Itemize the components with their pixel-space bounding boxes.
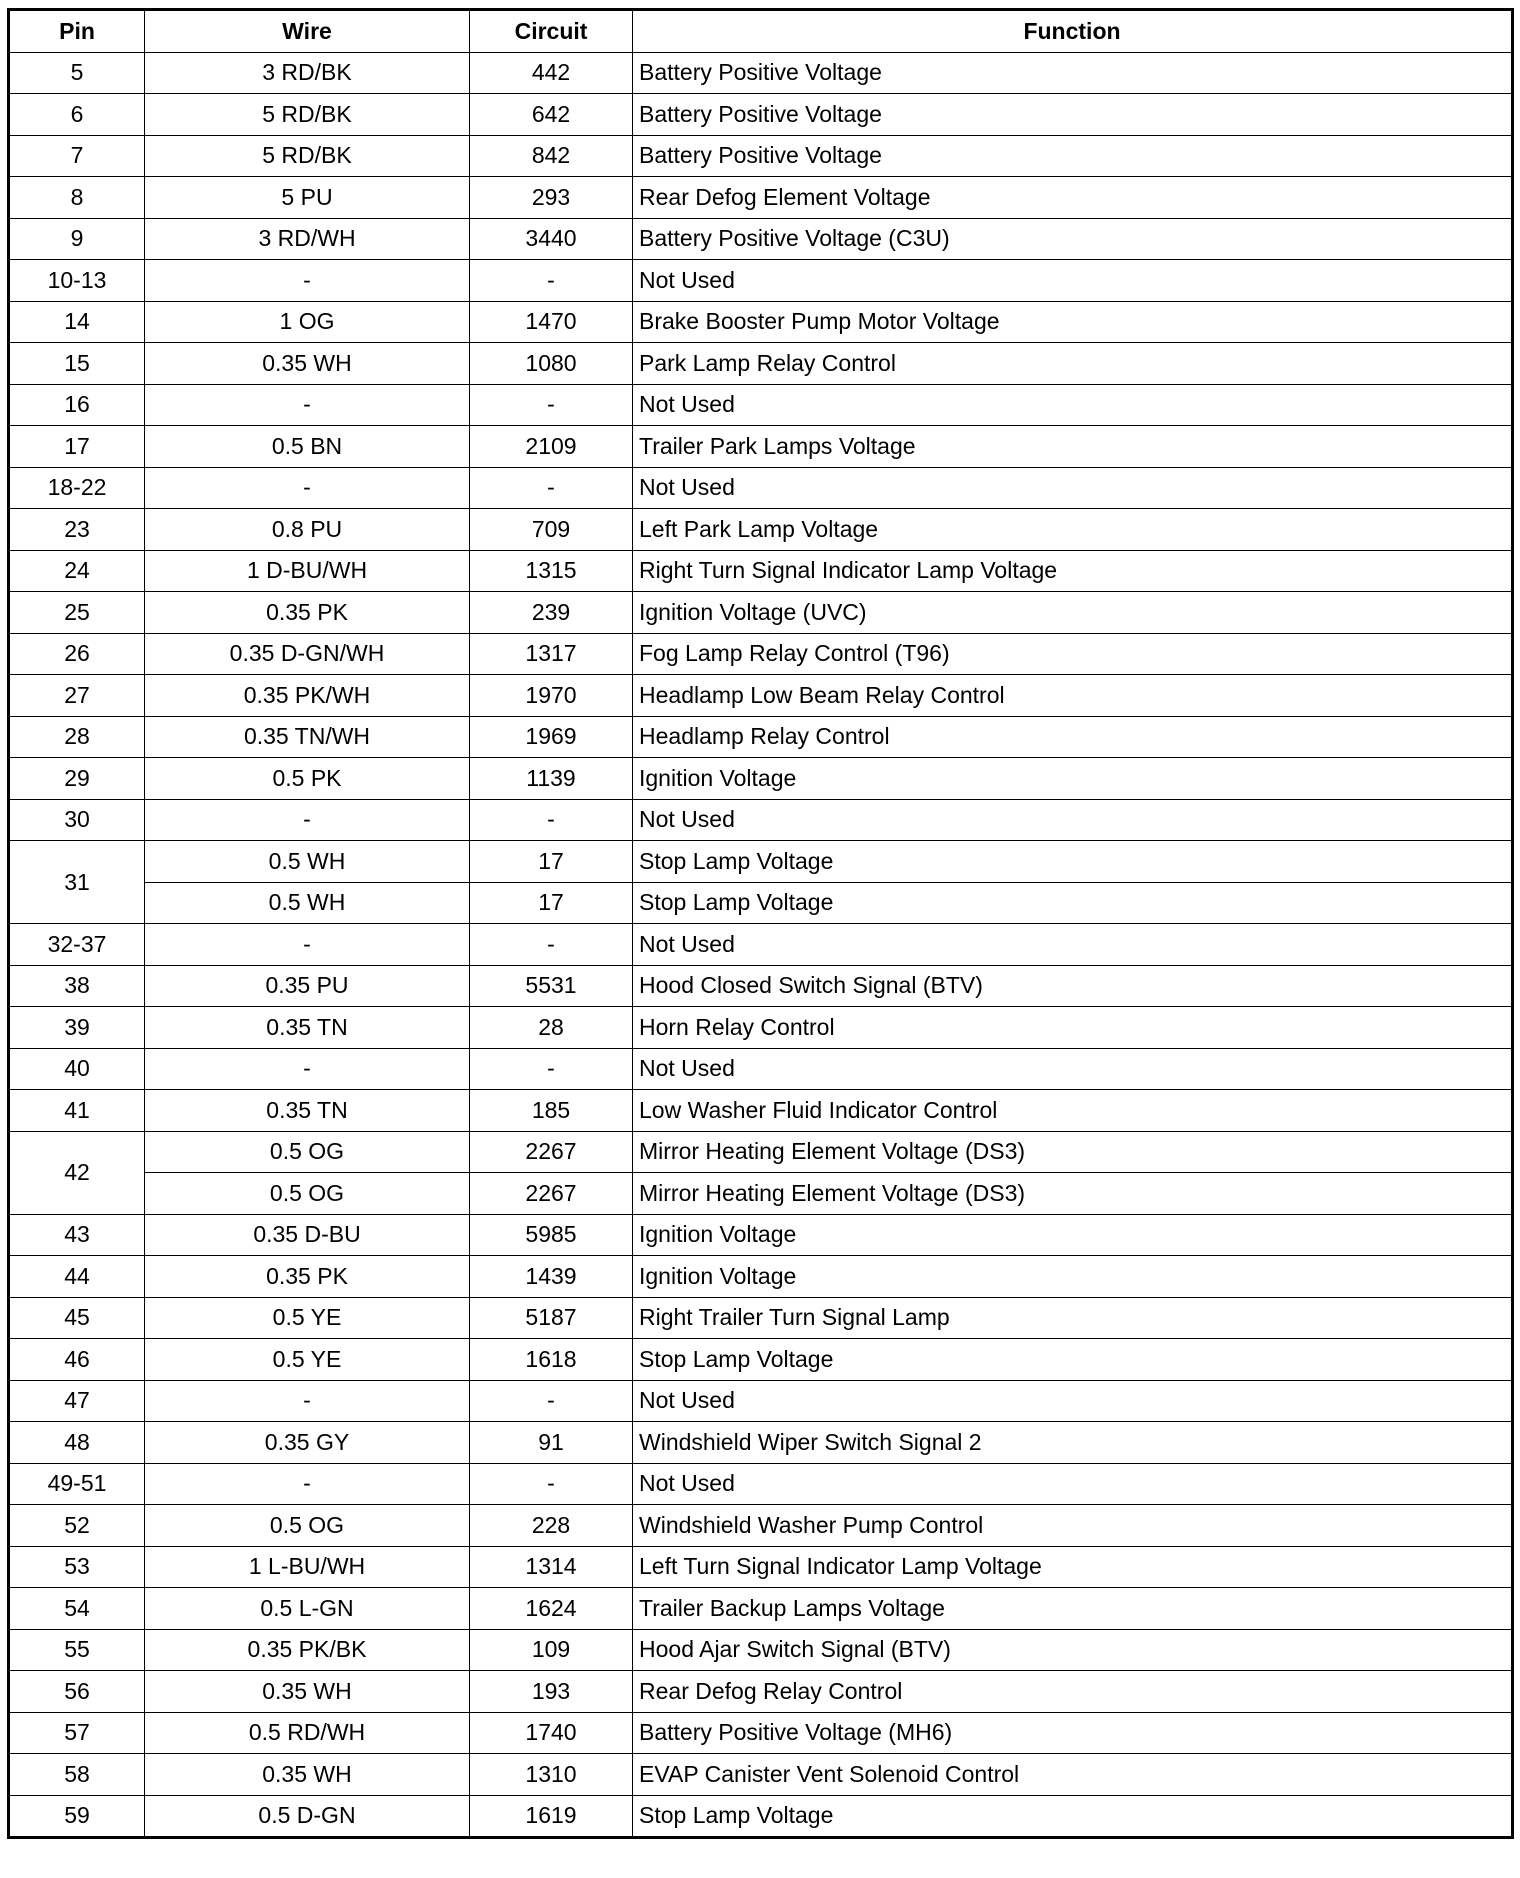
function-cell: Mirror Heating Element Voltage (DS3) [633, 1173, 1513, 1215]
table-row [9, 592, 1513, 634]
circuit-cell: - [470, 1463, 633, 1505]
wire-cell: 1 OG [145, 301, 470, 343]
table-row [9, 467, 1513, 509]
circuit-cell: 1439 [470, 1256, 633, 1298]
wire-cell: 0.35 PK/BK [145, 1629, 470, 1671]
wire-cell: 0.5 OG [145, 1505, 470, 1547]
wire-cell: - [145, 1048, 470, 1090]
function-cell: Left Turn Signal Indicator Lamp Voltage [633, 1546, 1513, 1588]
table-row [9, 799, 1513, 841]
function-cell: Not Used [633, 1380, 1513, 1422]
wire-cell: 5 PU [145, 177, 470, 219]
table-row [9, 1256, 1513, 1298]
pin-cell: 8 [9, 177, 145, 219]
pin-cell: 39 [9, 1007, 145, 1049]
circuit-cell: 91 [470, 1422, 633, 1464]
table-row [9, 94, 1513, 136]
circuit-cell: 842 [470, 135, 633, 177]
table-row [9, 965, 1513, 1007]
function-cell: Low Washer Fluid Indicator Control [633, 1090, 1513, 1132]
function-cell: Ignition Voltage [633, 1256, 1513, 1298]
table-row [9, 1380, 1513, 1422]
wire-cell: 5 RD/BK [145, 94, 470, 136]
circuit-cell: 2267 [470, 1131, 633, 1173]
wire-cell: 0.5 YE [145, 1339, 470, 1381]
function-cell: Trailer Park Lamps Voltage [633, 426, 1513, 468]
circuit-cell: 1315 [470, 550, 633, 592]
table-row [9, 301, 1513, 343]
table-row [9, 343, 1513, 385]
function-cell: Brake Booster Pump Motor Voltage [633, 301, 1513, 343]
function-cell: Hood Closed Switch Signal (BTV) [633, 965, 1513, 1007]
circuit-cell: - [470, 1380, 633, 1422]
circuit-cell: 3440 [470, 218, 633, 260]
table-row [9, 550, 1513, 592]
function-cell: Mirror Heating Element Voltage (DS3) [633, 1131, 1513, 1173]
wire-cell: 5 RD/BK [145, 135, 470, 177]
wire-cell: 1 D-BU/WH [145, 550, 470, 592]
pin-cell: 40 [9, 1048, 145, 1090]
pin-cell: 29 [9, 758, 145, 800]
table-row [9, 1339, 1513, 1381]
wire-cell: 0.8 PU [145, 509, 470, 551]
table-row [9, 1712, 1513, 1754]
wire-cell: 3 RD/WH [145, 218, 470, 260]
wire-cell: 0.35 TN [145, 1090, 470, 1132]
function-cell: Not Used [633, 467, 1513, 509]
circuit-cell: 1969 [470, 716, 633, 758]
table-row [9, 633, 1513, 675]
function-cell: Not Used [633, 384, 1513, 426]
function-cell: Right Turn Signal Indicator Lamp Voltage [633, 550, 1513, 592]
pin-cell: 41 [9, 1090, 145, 1132]
table-row [9, 1795, 1513, 1838]
table-row [9, 218, 1513, 260]
pin-cell: 47 [9, 1380, 145, 1422]
function-cell: Horn Relay Control [633, 1007, 1513, 1049]
pin-cell: 25 [9, 592, 145, 634]
circuit-cell: - [470, 384, 633, 426]
circuit-cell: 293 [470, 177, 633, 219]
wire-cell: 0.5 L-GN [145, 1588, 470, 1630]
function-cell: Not Used [633, 1048, 1513, 1090]
pin-cell: 42 [9, 1131, 145, 1214]
circuit-cell: - [470, 1048, 633, 1090]
pin-cell: 10-13 [9, 260, 145, 302]
function-cell: Battery Positive Voltage [633, 94, 1513, 136]
function-cell: Ignition Voltage [633, 758, 1513, 800]
function-cell: Not Used [633, 260, 1513, 302]
wire-cell: 0.35 WH [145, 1754, 470, 1796]
function-cell: Hood Ajar Switch Signal (BTV) [633, 1629, 1513, 1671]
function-cell: Stop Lamp Voltage [633, 1339, 1513, 1381]
pin-cell: 53 [9, 1546, 145, 1588]
header-wire: Wire [145, 10, 470, 53]
header-function: Function [633, 10, 1513, 53]
pin-cell: 6 [9, 94, 145, 136]
circuit-cell: - [470, 924, 633, 966]
circuit-cell: 5531 [470, 965, 633, 1007]
function-cell: Headlamp Relay Control [633, 716, 1513, 758]
table-row [9, 509, 1513, 551]
pin-cell: 9 [9, 218, 145, 260]
table-row [9, 260, 1513, 302]
table-row [9, 177, 1513, 219]
table-row [9, 716, 1513, 758]
circuit-cell: 709 [470, 509, 633, 551]
function-cell: Rear Defog Relay Control [633, 1671, 1513, 1713]
table-row [9, 1007, 1513, 1049]
circuit-cell: 1314 [470, 1546, 633, 1588]
pin-cell: 15 [9, 343, 145, 385]
pin-cell: 52 [9, 1505, 145, 1547]
function-cell: Battery Positive Voltage (MH6) [633, 1712, 1513, 1754]
function-cell: Battery Positive Voltage [633, 52, 1513, 94]
circuit-cell: 1970 [470, 675, 633, 717]
circuit-cell: - [470, 467, 633, 509]
wire-cell: 0.35 WH [145, 1671, 470, 1713]
wire-cell: - [145, 260, 470, 302]
function-cell: Not Used [633, 799, 1513, 841]
pin-cell: 45 [9, 1297, 145, 1339]
circuit-cell: - [470, 799, 633, 841]
wire-cell: - [145, 924, 470, 966]
header-circuit: Circuit [470, 10, 633, 53]
table-row [9, 1422, 1513, 1464]
circuit-cell: 442 [470, 52, 633, 94]
circuit-cell: 1618 [470, 1339, 633, 1381]
function-cell: Battery Positive Voltage (C3U) [633, 218, 1513, 260]
table-row [9, 52, 1513, 94]
pin-cell: 48 [9, 1422, 145, 1464]
pin-cell: 31 [9, 841, 145, 924]
circuit-cell: 28 [470, 1007, 633, 1049]
table-row [9, 1048, 1513, 1090]
pin-cell: 38 [9, 965, 145, 1007]
pin-cell: 54 [9, 1588, 145, 1630]
wire-cell: 0.5 RD/WH [145, 1712, 470, 1754]
function-cell: Rear Defog Element Voltage [633, 177, 1513, 219]
wire-cell: - [145, 467, 470, 509]
table-row [9, 758, 1513, 800]
circuit-cell: 1740 [470, 1712, 633, 1754]
wire-cell: 0.35 WH [145, 343, 470, 385]
pin-cell: 18-22 [9, 467, 145, 509]
wire-cell: 0.35 PU [145, 965, 470, 1007]
table-row [9, 1173, 1513, 1215]
circuit-cell: 17 [470, 882, 633, 924]
wire-cell: 0.5 WH [145, 841, 470, 883]
wire-cell: 0.5 D-GN [145, 1795, 470, 1838]
pin-cell: 23 [9, 509, 145, 551]
wire-cell: 0.35 D-GN/WH [145, 633, 470, 675]
function-cell: Stop Lamp Voltage [633, 841, 1513, 883]
table-row [9, 882, 1513, 924]
table-row [9, 1297, 1513, 1339]
circuit-cell: 17 [470, 841, 633, 883]
table-row [9, 924, 1513, 966]
function-cell: Ignition Voltage (UVC) [633, 592, 1513, 634]
pin-cell: 14 [9, 301, 145, 343]
function-cell: EVAP Canister Vent Solenoid Control [633, 1754, 1513, 1796]
wire-cell: - [145, 1380, 470, 1422]
circuit-cell: 5187 [470, 1297, 633, 1339]
wire-cell: - [145, 1463, 470, 1505]
wire-cell: 0.5 YE [145, 1297, 470, 1339]
circuit-cell: 239 [470, 592, 633, 634]
table-row [9, 1090, 1513, 1132]
pin-cell: 56 [9, 1671, 145, 1713]
circuit-cell: 185 [470, 1090, 633, 1132]
connector-pinout-table [7, 8, 1514, 1839]
pin-cell: 58 [9, 1754, 145, 1796]
circuit-cell: 1080 [470, 343, 633, 385]
table-row [9, 1546, 1513, 1588]
pin-cell: 7 [9, 135, 145, 177]
table-row [9, 675, 1513, 717]
circuit-cell: 2267 [470, 1173, 633, 1215]
function-cell: Ignition Voltage [633, 1214, 1513, 1256]
circuit-cell: 1619 [470, 1795, 633, 1838]
table-row [9, 1505, 1513, 1547]
function-cell: Windshield Washer Pump Control [633, 1505, 1513, 1547]
table-row [9, 841, 1513, 883]
table-row [9, 1131, 1513, 1173]
pin-cell: 32-37 [9, 924, 145, 966]
pin-cell: 55 [9, 1629, 145, 1671]
pin-cell: 26 [9, 633, 145, 675]
header-pin: Pin [9, 10, 145, 53]
circuit-cell: 228 [470, 1505, 633, 1547]
circuit-cell: 109 [470, 1629, 633, 1671]
wire-cell: 0.5 WH [145, 882, 470, 924]
circuit-cell: 5985 [470, 1214, 633, 1256]
function-cell: Windshield Wiper Switch Signal 2 [633, 1422, 1513, 1464]
wire-cell: 0.35 PK [145, 592, 470, 634]
function-cell: Headlamp Low Beam Relay Control [633, 675, 1513, 717]
header-row [9, 10, 1513, 53]
function-cell: Stop Lamp Voltage [633, 1795, 1513, 1838]
wire-cell: 0.35 TN/WH [145, 716, 470, 758]
table-row [9, 1588, 1513, 1630]
pin-cell: 43 [9, 1214, 145, 1256]
function-cell: Left Park Lamp Voltage [633, 509, 1513, 551]
wire-cell: 0.35 GY [145, 1422, 470, 1464]
table-row [9, 1214, 1513, 1256]
circuit-cell: - [470, 260, 633, 302]
circuit-cell: 193 [470, 1671, 633, 1713]
circuit-cell: 2109 [470, 426, 633, 468]
table-row [9, 1463, 1513, 1505]
function-cell: Battery Positive Voltage [633, 135, 1513, 177]
table-row [9, 384, 1513, 426]
pin-cell: 24 [9, 550, 145, 592]
circuit-cell: 1139 [470, 758, 633, 800]
function-cell: Fog Lamp Relay Control (T96) [633, 633, 1513, 675]
pin-cell: 49-51 [9, 1463, 145, 1505]
circuit-cell: 1317 [470, 633, 633, 675]
circuit-cell: 1624 [470, 1588, 633, 1630]
wire-cell: 0.5 OG [145, 1173, 470, 1215]
pin-cell: 5 [9, 52, 145, 94]
table-header [9, 10, 1513, 53]
wire-cell: 0.5 PK [145, 758, 470, 800]
pin-cell: 57 [9, 1712, 145, 1754]
wire-cell: 0.35 PK [145, 1256, 470, 1298]
pin-cell: 27 [9, 675, 145, 717]
wire-cell: 0.5 BN [145, 426, 470, 468]
table-row [9, 426, 1513, 468]
wire-cell: - [145, 799, 470, 841]
table-row [9, 1754, 1513, 1796]
function-cell: Stop Lamp Voltage [633, 882, 1513, 924]
function-cell: Not Used [633, 924, 1513, 966]
wire-cell: 0.35 D-BU [145, 1214, 470, 1256]
function-cell: Not Used [633, 1463, 1513, 1505]
wire-cell: 0.5 OG [145, 1131, 470, 1173]
pin-cell: 30 [9, 799, 145, 841]
wire-cell: 1 L-BU/WH [145, 1546, 470, 1588]
pin-cell: 59 [9, 1795, 145, 1838]
pin-cell: 44 [9, 1256, 145, 1298]
table-row [9, 1629, 1513, 1671]
pin-cell: 17 [9, 426, 145, 468]
wire-cell: - [145, 384, 470, 426]
circuit-cell: 1470 [470, 301, 633, 343]
pinout-sheet [7, 8, 1511, 1839]
table-row [9, 135, 1513, 177]
circuit-cell: 1310 [470, 1754, 633, 1796]
pin-cell: 46 [9, 1339, 145, 1381]
wire-cell: 3 RD/BK [145, 52, 470, 94]
function-cell: Park Lamp Relay Control [633, 343, 1513, 385]
table-row [9, 1671, 1513, 1713]
function-cell: Trailer Backup Lamps Voltage [633, 1588, 1513, 1630]
pin-cell: 28 [9, 716, 145, 758]
pin-cell: 16 [9, 384, 145, 426]
table-body [9, 52, 1513, 1838]
wire-cell: 0.35 TN [145, 1007, 470, 1049]
function-cell: Right Trailer Turn Signal Lamp [633, 1297, 1513, 1339]
wire-cell: 0.35 PK/WH [145, 675, 470, 717]
circuit-cell: 642 [470, 94, 633, 136]
